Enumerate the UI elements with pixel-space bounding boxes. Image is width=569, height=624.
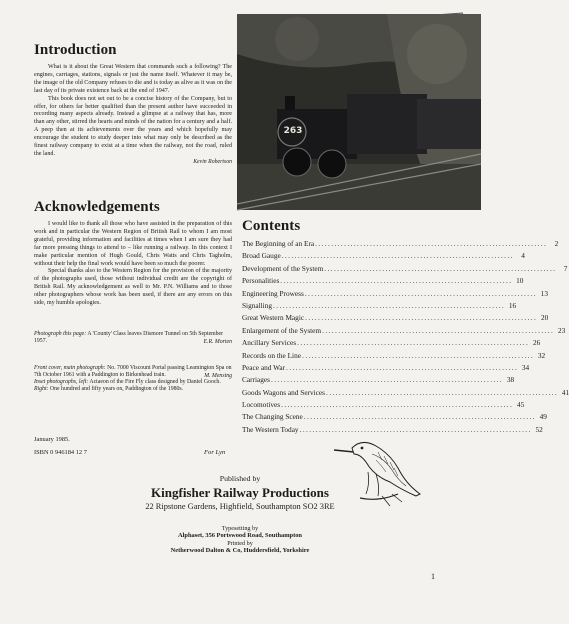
contents-item-title: Goods Wagons and Services bbox=[242, 387, 325, 397]
contents-item-leader: ........................................................................ bbox=[270, 375, 504, 385]
introduction-paragraph-1: What is it about the Great Western that commands such a following? The engines, carriages, stations, signals or just the name itself. Whatever it may be, the image of the old Company refuses to die and is today as alive as it was on the last day of its private existence back at the end of 1947. bbox=[34, 64, 232, 94]
introduction-signature: Kevin Robertson bbox=[193, 158, 232, 165]
publisher-address: 22 Ripstone Gardens, Highfield, Southampton SO2 3RE bbox=[145, 502, 335, 511]
contents-item-page: 20 bbox=[540, 313, 549, 323]
contents-item-leader: ........................................................................ bbox=[304, 288, 537, 298]
contents-item-leader: ........................................................................ bbox=[273, 300, 506, 310]
contents-item-page: 23 bbox=[557, 325, 566, 335]
publication-date: January 1985. bbox=[34, 436, 70, 443]
contents-item bbox=[242, 300, 517, 313]
contents-item-leader: ........................................................................ bbox=[281, 400, 514, 410]
front-cover-caption-label: Front cover, main photograph: bbox=[34, 365, 106, 371]
contents-item-leader: ........................................................................ bbox=[297, 338, 530, 348]
typesetter: Alphaset, 356 Portswood Road, Southampton bbox=[178, 532, 302, 539]
contents-item-title: The Beginning of an Era bbox=[242, 239, 315, 248]
acknowledgements-paragraph-2: Special thanks also to the Western Region for the provision of the majority of the photographs used, those without individual credit are the copyright of British Rail. My acknowledgement as well to Mr. P.N. Williams and to those other photographers whose work has been used, if there are any errors on this side, my humble apologies. bbox=[34, 268, 232, 307]
inset-caption-body: Actaeon of the Fire Fly class designed by Daniel Gooch. bbox=[89, 378, 221, 385]
contents-item-leader: ........................................................................ bbox=[324, 263, 557, 273]
contents-item-title: Carriages bbox=[242, 375, 270, 385]
inset-caption bbox=[34, 379, 232, 394]
contents-item-page: 4 bbox=[521, 251, 525, 261]
contents-item-leader: ........................................................................ bbox=[305, 313, 538, 323]
this-page-caption-body: A 'County' Class leaves Dismore Tunnel on 5th September 1957. bbox=[34, 331, 224, 345]
introduction-heading: Introduction bbox=[34, 42, 117, 58]
locomotive-photo bbox=[237, 14, 481, 210]
contents-item bbox=[242, 325, 566, 338]
contents-item-page: 2 bbox=[554, 239, 559, 248]
dedication: For Lyn bbox=[204, 449, 226, 456]
contents-item bbox=[242, 313, 549, 325]
contents-item-page: 41 bbox=[561, 387, 569, 397]
this-page-caption bbox=[34, 331, 232, 345]
contents-item-leader: ........................................................................ bbox=[281, 251, 514, 261]
contents-item bbox=[242, 288, 548, 301]
contents-item-leader: ........................................................................ bbox=[325, 387, 559, 397]
contents-list bbox=[242, 239, 569, 437]
contents-item-title: Peace and War bbox=[242, 362, 286, 372]
contents-item bbox=[242, 276, 524, 288]
contents-item bbox=[242, 263, 568, 276]
published-by-label: Published by bbox=[219, 474, 261, 483]
contents-item-title: Broad Gauge bbox=[242, 251, 281, 261]
this-page-caption-label: Photograph this page: bbox=[34, 331, 87, 337]
contents-heading: Contents bbox=[242, 218, 301, 234]
inset-right-label: Right: bbox=[34, 386, 49, 393]
contents-item-page: 38 bbox=[506, 375, 515, 385]
inset-right-body: One hundred and fifty years on, Paddington of the 1980s. bbox=[49, 386, 184, 393]
contents-item bbox=[242, 239, 559, 251]
contents-item-page: 10 bbox=[516, 276, 524, 286]
front-cover-caption-body: No. 7000 Viscount Portal passing Leamington Spa on 7th October 1961 with a Paddington to Birkenhead train. bbox=[34, 365, 232, 379]
printed-by-label: Printed by bbox=[227, 540, 253, 547]
contents-item-leader: ........................................................................ bbox=[315, 239, 548, 248]
contents-item bbox=[242, 362, 530, 375]
contents-item-title: Ancillary Services bbox=[242, 338, 297, 348]
contents-item-leader: ........................................................................ bbox=[280, 276, 513, 286]
contents-item-page: 7 bbox=[563, 263, 568, 273]
engine-number-plate: 263 bbox=[283, 126, 303, 136]
contents-item-page: 52 bbox=[535, 424, 543, 434]
introduction-section bbox=[34, 42, 232, 165]
typeset-by-label: Typesetting by bbox=[221, 525, 259, 532]
contents-item bbox=[242, 387, 569, 400]
publisher-block bbox=[80, 474, 400, 554]
introduction-paragraph-2: This book does not set out to be a concise history of the Company, but to offer, for others far better qualified than the present author have succeeded in recording many aspects already. Instead a glimpse at a railway that has, more than any other, stirred the hearts and minds of the nation for a century and a half. A peep then at its achievements over the years and which hopefully may encourage the student to study deeper into what may only be described as the finest railway company to exist at a time when the railway, not the road, ruled the land. bbox=[34, 95, 232, 157]
page-number: 1 bbox=[431, 572, 435, 581]
acknowledgements-section bbox=[34, 199, 232, 308]
locomotive-photo-illustration bbox=[237, 14, 481, 210]
contents-item-leader: ........................................................................ bbox=[301, 350, 535, 360]
contents-item-title: Locomotives bbox=[242, 400, 281, 410]
contents-item-page: 26 bbox=[532, 338, 541, 348]
contents-item-title: Great Western Magic bbox=[242, 313, 305, 323]
this-page-caption-credit: E.R. Morten bbox=[203, 338, 232, 345]
contents-section bbox=[242, 218, 569, 437]
printer: Netherwood Dalton & Co, Huddersfield, Yorkshire bbox=[170, 547, 310, 554]
contents-item-title: The Changing Scene bbox=[242, 412, 303, 422]
contents-item-title: Engineering Prowess bbox=[242, 288, 304, 298]
inset-caption-label: Inset photographs, left: bbox=[34, 378, 89, 385]
contents-item-title: Enlargement of the System bbox=[242, 325, 322, 335]
contents-item-leader: ........................................................................ bbox=[322, 325, 555, 335]
acknowledgements-paragraph-1: I would like to thank all those who have assisted in the preparation of this work and in particular the Western Region of British Rail to whom I am most grateful, providing information and facilities at times when I am sure they had far more pressing things to attend to – like running a railway. In this context I make particular mention of Hugh Gould, Chris Watts and Chris Tagholm, without their help the final work would have been so much the poorer. bbox=[34, 221, 232, 267]
contents-item bbox=[242, 338, 541, 350]
contents-item-title: Personalities bbox=[242, 276, 280, 286]
contents-item-page: 13 bbox=[540, 288, 548, 298]
contents-item-leader: ........................................................................ bbox=[286, 362, 519, 372]
contents-item bbox=[242, 350, 546, 363]
contents-item-page: 45 bbox=[516, 400, 525, 410]
contents-item-title: Signalling bbox=[242, 300, 272, 310]
contents-item-title: Development of the System bbox=[242, 263, 324, 273]
contents-item bbox=[242, 412, 547, 424]
publisher-name: Kingfisher Railway Productions bbox=[151, 485, 329, 500]
contents-item-page: 16 bbox=[508, 300, 517, 310]
cover-captions bbox=[34, 365, 232, 394]
contents-item bbox=[242, 251, 525, 263]
contents-item-leader: ........................................................................ bbox=[303, 412, 536, 422]
contents-item-leader: ........................................................................ bbox=[299, 424, 532, 434]
contents-item-page: 34 bbox=[521, 362, 530, 372]
isbn: ISBN 0 946184 12 7 bbox=[34, 449, 87, 456]
acknowledgements-heading: Acknowledgements bbox=[34, 199, 160, 215]
contents-item bbox=[242, 400, 525, 412]
contents-item-title: Records on the Line bbox=[242, 350, 301, 360]
contents-item bbox=[242, 375, 515, 387]
contents-item-title: The Western Today bbox=[242, 424, 299, 434]
contents-item-page: 49 bbox=[539, 412, 547, 422]
front-cover-caption-credit: M. Mensing bbox=[204, 372, 232, 379]
contents-item-page: 32 bbox=[537, 350, 546, 360]
